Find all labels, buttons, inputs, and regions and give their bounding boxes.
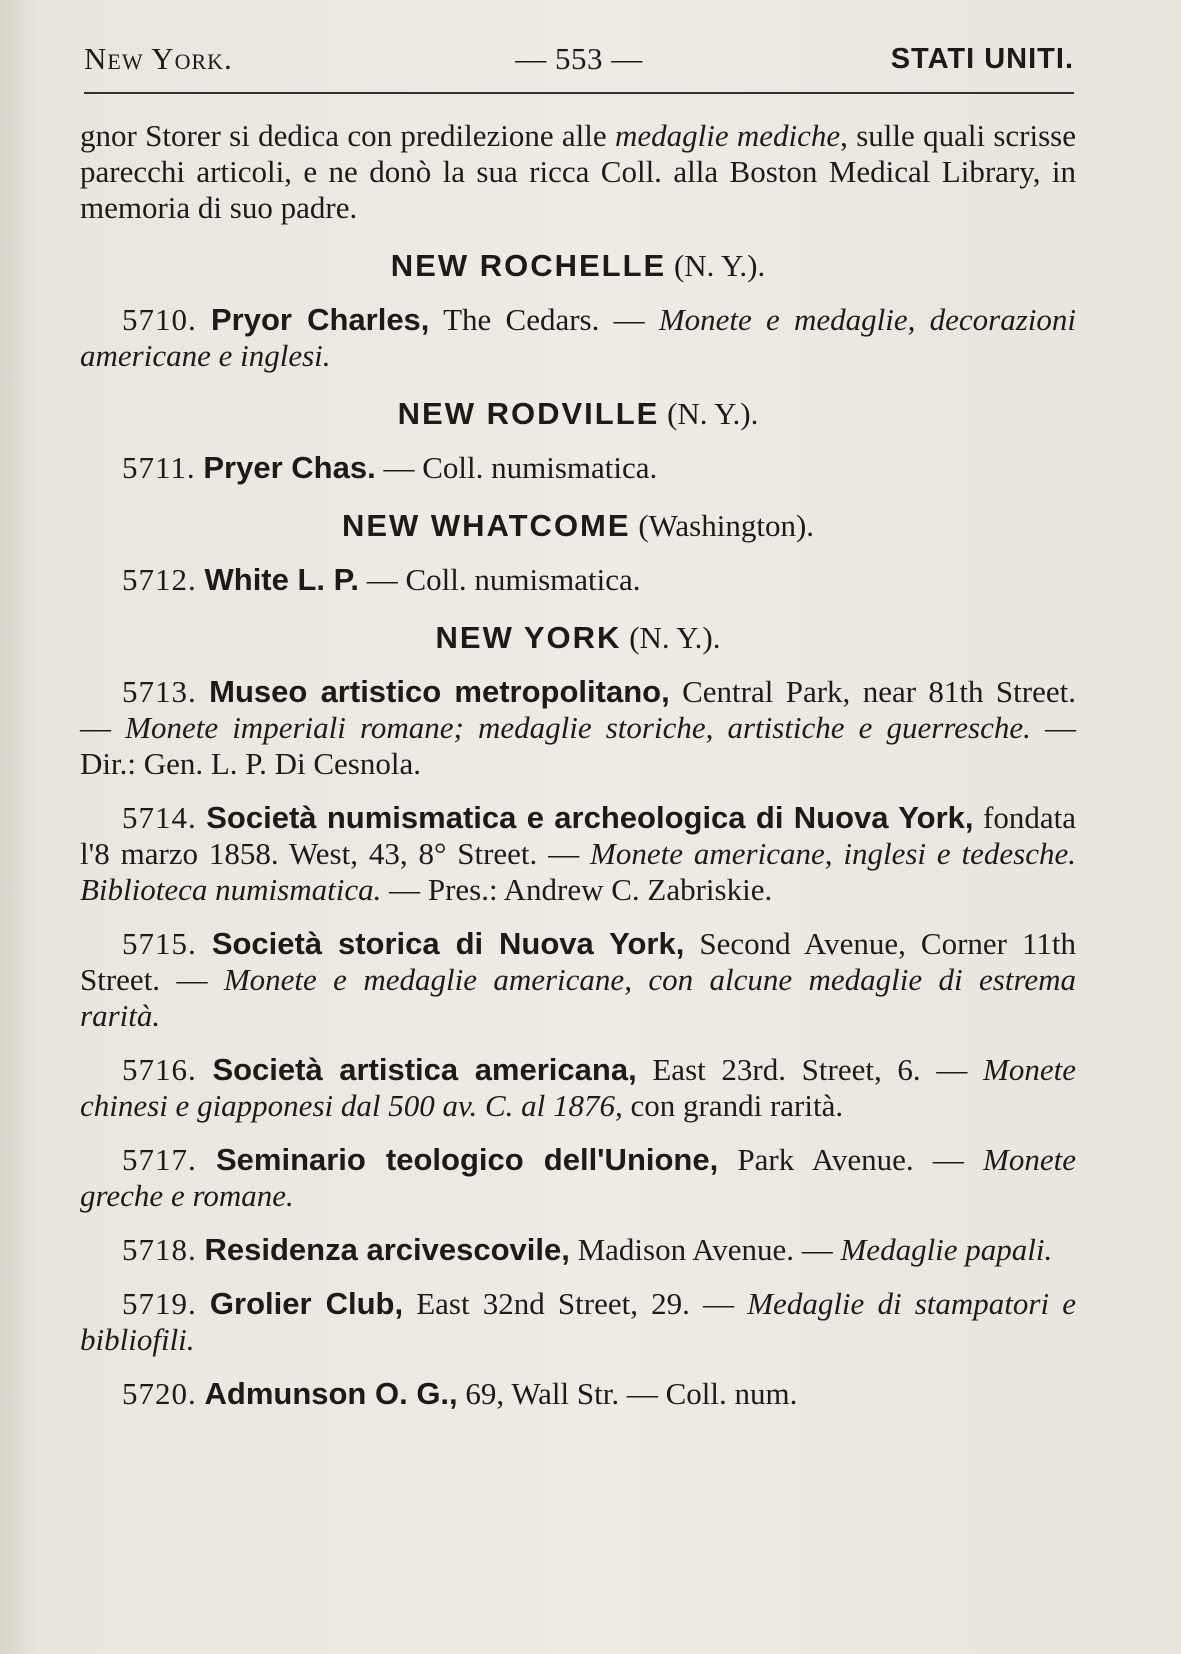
section-state: (N. Y.).: [673, 248, 766, 283]
intro-italic: medaglie mediche: [614, 118, 841, 153]
entry-name: Admunson O. G.,: [204, 1376, 458, 1411]
entry-number: 5720.: [122, 1376, 197, 1411]
entry-italic: Monete e medaglie, decorazioni americane e inglesi.: [80, 302, 1077, 373]
entry-number: 5716.: [122, 1052, 197, 1087]
section-place: NEW WHATCOME: [341, 508, 631, 543]
entry-5719: [80, 1286, 1076, 1358]
section-state: (Washington).: [638, 508, 815, 543]
entry-number: 5719.: [122, 1286, 197, 1321]
entry-italic: Monete chinesi e giapponesi dal 500 av. C. al 1876,: [80, 1052, 1076, 1123]
intro-text: gnor Storer si dedica con predilezione alle: [80, 118, 615, 153]
entry-text: Second Avenue, Corner 11th Street. —: [80, 926, 1077, 997]
header-rule: [84, 92, 1074, 94]
page-body: [80, 118, 1076, 1412]
entry-text: Park Avenue. —: [718, 1142, 984, 1177]
entry-name: Pryer Chas.: [203, 450, 376, 485]
entry-5710: [80, 302, 1076, 374]
section-heading: [80, 248, 1076, 284]
entry-italic: Monete greche e romane.: [80, 1142, 1077, 1213]
entry-name: Società artistica americana,: [212, 1052, 637, 1087]
entry-name: Società numismatica e archeologica di Nuova York,: [206, 800, 974, 835]
entry-number: 5718.: [122, 1232, 197, 1267]
entry-tail: — Dir.: Gen. L. P. Di Cesnola.: [80, 710, 1077, 781]
entry-text: Madison Avenue. —: [569, 1232, 841, 1267]
header-country: STATI UNITI.: [890, 42, 1074, 75]
entry-italic: Medaglie di stampatori e bibliofili.: [80, 1286, 1077, 1357]
entry-name: White L. P.: [204, 562, 359, 597]
section-state: (N. Y.).: [629, 620, 721, 655]
entry-name: Seminario teologico dell'Unione,: [215, 1142, 719, 1177]
entry-5720: [80, 1376, 1076, 1412]
entry-name: Residenza arcivescovile,: [204, 1232, 570, 1267]
entry-text: The Cedars. —: [429, 302, 659, 337]
entry-text: 69, Wall Str. — Coll. num.: [457, 1376, 798, 1411]
running-header: [84, 36, 1074, 82]
section-heading: [80, 396, 1076, 432]
entry-tail: — Pres.: Andrew C. Zabriskie.: [381, 872, 773, 907]
entry-5712: [80, 562, 1076, 598]
header-location: New York.: [84, 41, 233, 76]
entry-text: fondata l'8 marzo 1858. West, 43, 8° Street. —: [80, 800, 1076, 871]
entry-italic: Monete imperiali romane; medaglie storiche, artistiche e guerresche.: [125, 710, 1031, 745]
entry-name: Museo artistico metropolitano,: [209, 674, 670, 709]
entry-name: Pryor Charles,: [211, 302, 430, 337]
entry-number: 5712.: [122, 562, 197, 597]
entry-number: 5710.: [122, 302, 197, 337]
entry-number: 5711.: [122, 450, 196, 485]
section-place: NEW YORK: [435, 620, 622, 655]
section-heading: [80, 620, 1076, 656]
entry-text: — Coll. numismatica.: [375, 450, 658, 485]
entry-5715: [80, 926, 1076, 1034]
page-number: — 553 —: [515, 41, 643, 76]
entry-name: Grolier Club,: [209, 1286, 404, 1321]
intro-text-end: , sulle quali scrisse parecchi articoli, e ne donò la sua ricca Coll. alla Boston Medical Library, in memoria di suo padre.: [80, 118, 1076, 225]
entry-number: 5715.: [122, 926, 197, 961]
entry-text: — Coll. numismatica.: [358, 562, 641, 597]
section-heading: [80, 508, 1076, 544]
entry-5714: [80, 800, 1076, 908]
entry-5716: [80, 1052, 1076, 1124]
entry-number: 5717.: [122, 1142, 197, 1177]
entry-5717: [80, 1142, 1076, 1214]
entry-italic: Monete e medaglie americane, con alcune medaglie di estrema rarità.: [80, 962, 1076, 1033]
entry-text: East 32nd Street, 29. —: [403, 1286, 748, 1321]
entry-text: East 23rd. Street, 6. —: [636, 1052, 984, 1087]
entry-5718: [80, 1232, 1076, 1268]
section-place: NEW RODVILLE: [397, 396, 660, 431]
entry-italic: Monete americane, inglesi e tedesche. Biblioteca numismatica.: [80, 836, 1076, 907]
entry-text: Central Park, near 81th Street. —: [80, 674, 1076, 745]
section-place: NEW ROCHELLE: [390, 248, 667, 283]
entry-italic: Medaglie papali.: [840, 1232, 1053, 1267]
entry-tail: con grandi rarità.: [622, 1088, 844, 1123]
entry-5713: [80, 674, 1076, 782]
section-state: (N. Y.).: [667, 396, 759, 431]
entry-name: Società storica di Nuova York,: [211, 926, 685, 961]
entry-number: 5713.: [122, 674, 197, 709]
entry-number: 5714.: [122, 800, 197, 835]
entry-5711: [80, 450, 1076, 486]
intro-paragraph: [80, 118, 1076, 226]
